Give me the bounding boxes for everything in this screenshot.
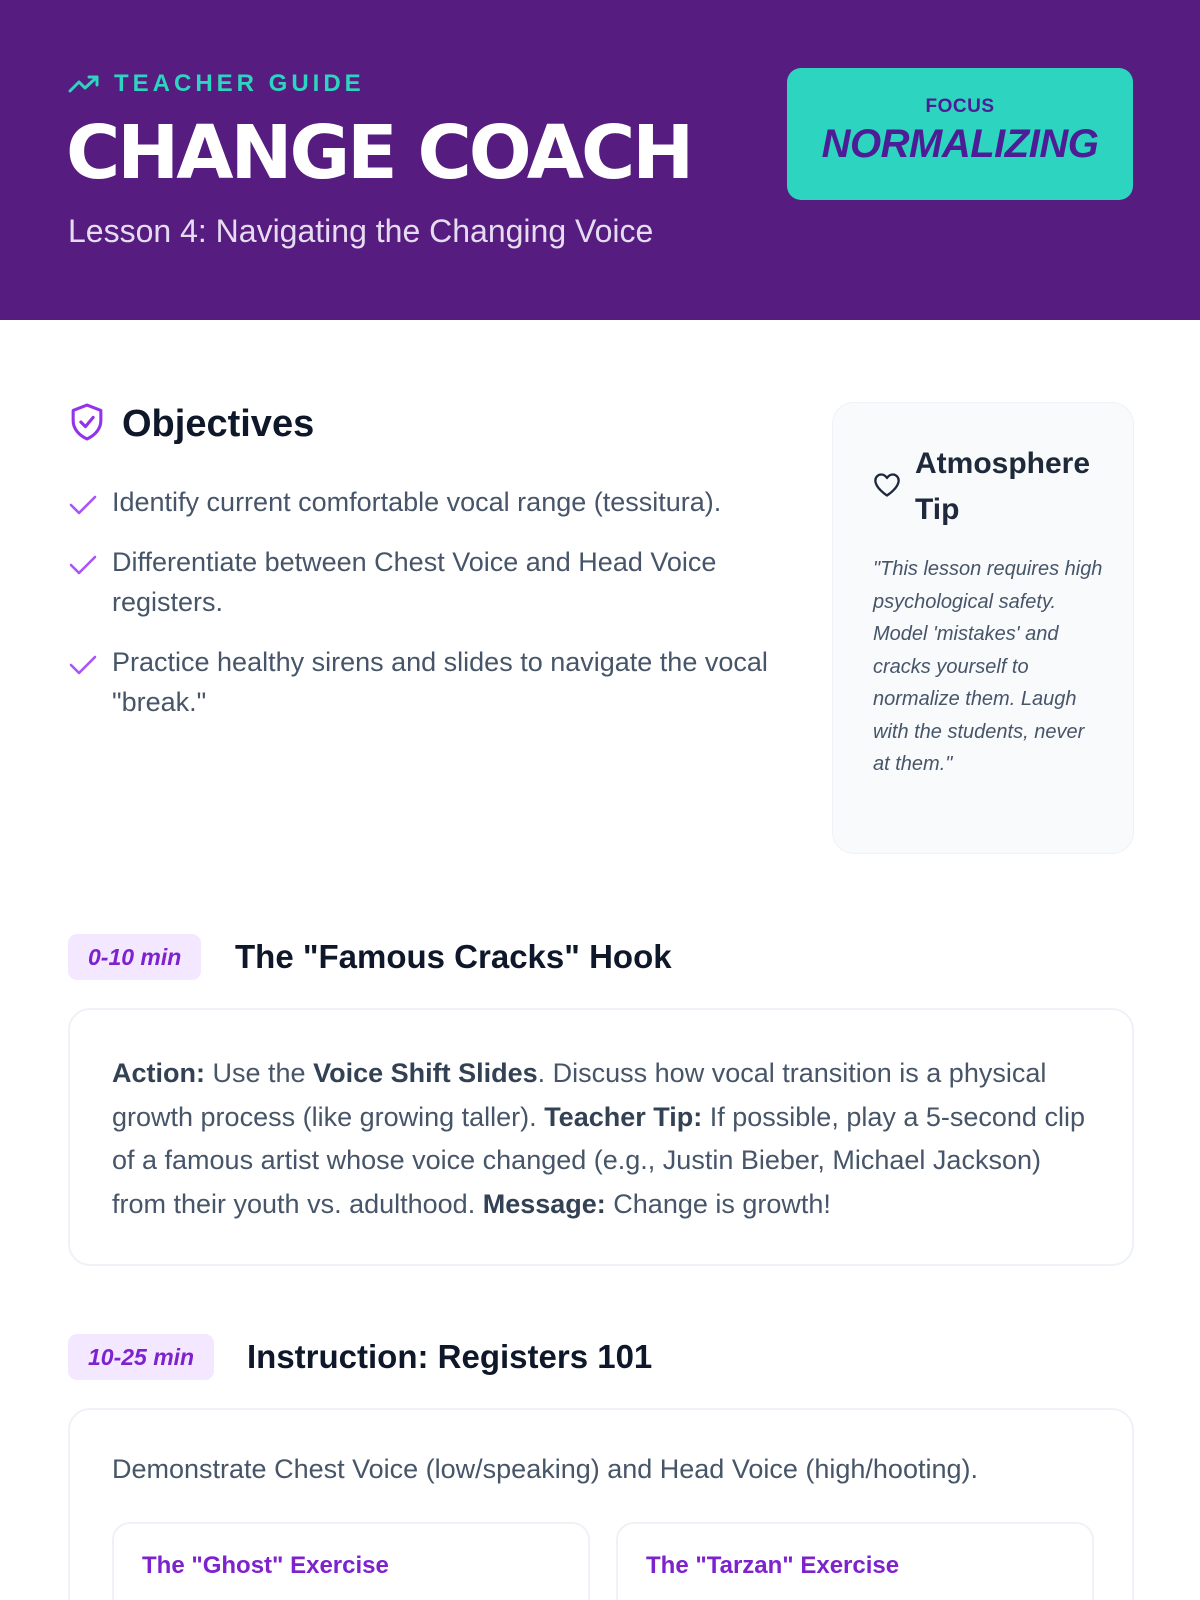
check-icon	[68, 482, 98, 521]
lesson-subtitle: Lesson 4: Navigating the Changing Voice	[68, 213, 654, 249]
exercise-card-tarzan	[616, 1522, 1094, 1600]
focus-label: FOCUS	[925, 96, 995, 117]
teacher-tip-text: If possible, play a 5-second clip of a famous artist whose voice changed (e.g., Justin Bieber, Michael Jackson) from their youth vs. adulthood.	[112, 1101, 1085, 1219]
shield-check-icon	[68, 402, 106, 447]
atmosphere-tip-card	[832, 402, 1134, 854]
objective-item	[68, 542, 768, 622]
section-title: Instruction: Registers 101	[247, 1338, 653, 1375]
registers-card	[68, 1408, 1134, 1600]
exercise-title: The "Ghost" Exercise	[142, 1552, 389, 1579]
objective-item	[68, 642, 768, 722]
objective-text: Identify current comfortable vocal range (tessitura).	[112, 487, 722, 517]
objective-text: Differentiate between Chest Voice and Head Voice registers.	[112, 547, 717, 617]
check-icon	[68, 542, 98, 581]
eyebrow-label: TEACHER GUIDE	[114, 70, 365, 97]
time-badge: 0-10 min	[68, 934, 201, 980]
atmosphere-tip-title: Atmosphere Tip	[915, 447, 1091, 526]
page-title: CHANGE COACH	[66, 110, 692, 196]
atmosphere-tip-heading	[873, 441, 1105, 533]
action-post: . Discuss how vocal transition is a physical growth process (like growing taller).	[112, 1058, 1047, 1132]
eyebrow	[68, 70, 365, 98]
trending-up-icon	[68, 73, 100, 95]
teacher-tip-label: Teacher Tip:	[544, 1101, 703, 1132]
message-label: Message:	[482, 1188, 606, 1219]
page-header	[0, 0, 1200, 320]
objectives-title: Objectives	[122, 403, 315, 445]
action-label: Action:	[112, 1058, 205, 1088]
hook-text	[112, 1052, 1102, 1226]
exercise-card-ghost	[112, 1522, 590, 1600]
voice-shift-slides: Voice Shift Slides	[313, 1058, 538, 1088]
focus-value: NORMALIZING	[821, 122, 1099, 166]
time-badge: 10-25 min	[68, 1334, 214, 1380]
message-text: Change is growth!	[613, 1188, 831, 1219]
check-icon	[68, 642, 98, 681]
registers-text: Demonstrate Chest Voice (low/speaking) and Head Voice (high/hooting).	[112, 1454, 978, 1484]
heart-icon	[873, 472, 901, 503]
hook-card	[68, 1008, 1134, 1266]
objective-text: Practice healthy sirens and slides to navigate the vocal "break."	[112, 647, 768, 717]
action-pre: Use the	[212, 1058, 306, 1088]
focus-badge	[787, 68, 1133, 200]
objectives-list	[68, 482, 768, 742]
section-title: The "Famous Cracks" Hook	[235, 938, 672, 975]
objective-item	[68, 482, 768, 522]
exercise-title: The "Tarzan" Exercise	[646, 1552, 900, 1579]
atmosphere-tip-text: "This lesson requires high psychological safety. Model 'mistakes' and cracks yourself to normalize them. Laugh with the students, never at them."	[873, 558, 1103, 775]
objectives-heading	[68, 402, 314, 447]
